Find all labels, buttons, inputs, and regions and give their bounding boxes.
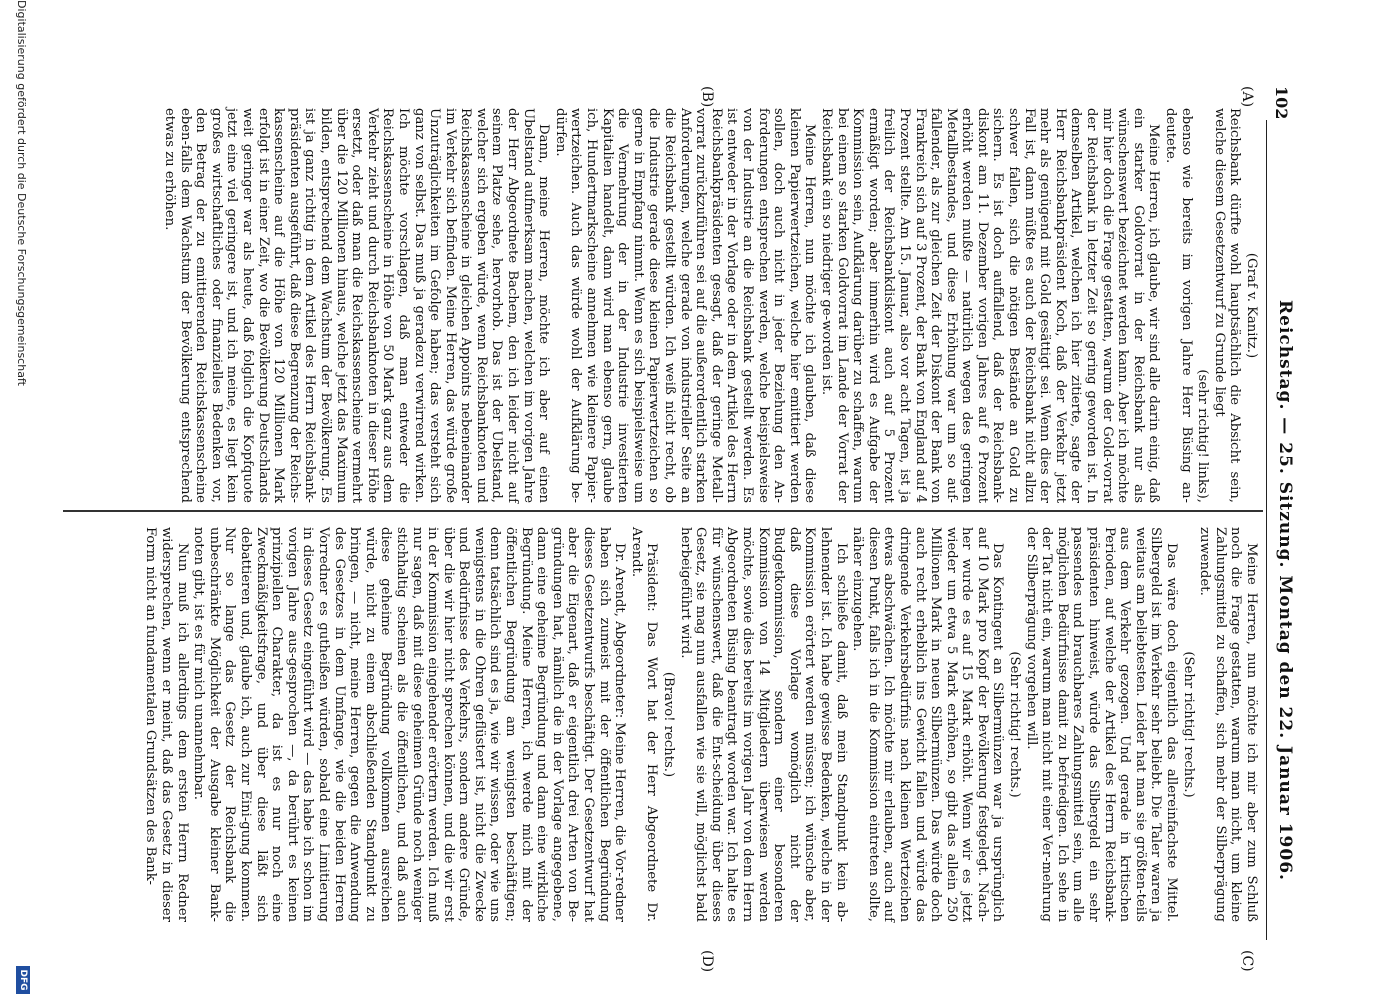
interjection: (Bravo! rechts.): [661, 671, 677, 778]
left-text-column: [160, 108, 1259, 503]
paragraph: Meine Herren, nun möchte ich glauben, daß diese kleinen Papierwertzeichen, welche hier emittiert werden sollen, doch auch nicht in jeder Beziehung den An-forderungen entsprechen werden, welche beispielsweise von der Industrie an die Reichsbank gestellt werden. Es ist entweder in der Vorlage oder in dem Artikel des Herrn Reichsbankpräsidenten gesagt, daß der geringe Metall-vorrat zurückzuführen sei auf die außerordentlich starken Anforderungen, welche gerade von industrieller Seite an die Reichsbank gestellt würden. Ich weiß nicht recht, ob die Industrie gerade diese kleinen Papierwertzeichen so gerne in Empfang nimmt. Wenn es sich beispielsweise um die Vermehrung der in der Industrie investierten Kapitalien handelt, dann wird man ebenso gern, glaube ich, Hundertmarkscheine annehmen wie kleinere Papier-wertzeichen. Auch das würde wohl der Aufklärung be-dürfen.: [552, 108, 818, 503]
paragraph: Das Kontingent an Silbermünzen war ja ursprünglich auf 10 Mark pro Kopf der Bevölkerung festgelegt. Nach-her wurde es auf 15 Mark erhöht. Wenn wir es jetzt wieder um etwa 5 Mark erhöhen, so gibt das allein 250 Millionen Mark in neuen Silbermünzen. Das würde doch auch recht erheblich ins Gewicht fallen und würde das dringende Verkehrsbedürfnis nach kleinen Wertzeichen etwas abschwächen. Ich möchte mir erlauben, auch auf diesen Punkt, falls ich in die Kommission eintreten sollte, näher einzugehen.: [850, 527, 1006, 922]
header-rule: [1266, 120, 1267, 940]
paragraph: Dann, meine Herren, möchte ich aber auf einen Ubelstand aufmerksam machen, welchen im vorigen Jahre der Herr Abgeordnete Bachem, den ich leider nicht auf seinem Platze sehe, hervorhob. Das ist der Ubelstand, welcher sich ergeben würde, wenn Reichsbanknoten und Reichskassenscheine in gleichen Appoints nebeneinander im Verkehr sich befinden. Meine Herren, das würde große Unzuträglichkeiten im Gefolge haben; das versteht sich ganz von selbst. Das muß ja geradezu verwirrend wirken. Ich möchte vorschlagen, daß man entweder die Reichskassenscheine in Höhe von 50 Mark ganz aus dem Verkehr zieht und durch Reichsbanknoten in dieser Höhe ersetzt, oder daß man die Reichskassenscheine vermehrt über die 120 Millionen hinaus, welche jetzt das Maximum bilden, entsprechend dem Wachstum der Bevölkerung. Es ist ja ganz richtig in dem Artikel des Herrn Reichsbank-präsidenten ausgeführt, daß diese Begrenzung der Reichs-kassenscheine auf die Höhe von 120 Millionen Mark erfolgt ist in einer Zeit, wo die Bevölkerung Deutschlands weit geringer war als heute, daß folglich die Kopfquote jetzt eine viel geringere ist, und ich meine, es liegt kein großes wirtschaftliches oder finanzielles Bedenken vor, den Betrag der zu emittierenden Reichskassenscheine eben-falls dem Wachstum der Bevölkerung entsprechend etwas zu erhöhen.: [162, 108, 552, 503]
margin-mark-d: (D): [699, 950, 715, 973]
interjection: (Sehr richtig! rechts.): [1180, 651, 1196, 798]
column-divider: [63, 510, 1263, 512]
paragraph: Reichsbank dürfte wohl hauptsächlich die Absicht sein, welche diesem Gesetzentwurf zu Grunde liegt: [1211, 108, 1243, 503]
paragraph: Nun muß ich allerdings dem ersten Herrn Redner widersprechen, wenn er meint, daß das Gesetz in dieser Form nicht an fundamentalen Grundsätzen des Bank-: [143, 527, 190, 922]
paragraph: Meine Herren, nun möchte ich mir aber zum Schluß noch die Frage gestatten, warum man nicht, um kleine Zahlungsmittel zu schaffen, sich mehr der Silberprägung zuwendet.: [1197, 527, 1259, 922]
margin-mark-b: (B): [699, 86, 715, 108]
paragraph: Ich schließe damit, daß mein Standpunkt kein ab-lehnender ist. Ich habe gewisse Bedenken, welche in der Kommission erörtert werden müssen; ich wünsche aber, daß diese Vorlage womöglich nicht der Budgetkommission, sondern einer besonderen Kommission von 14 Mitgliedern überwiesen werden möchte, sowie dies bereits im vorigen Jahr von dem Herrn Abgeordneten Büsing beantragt worden war. Ich halte es für wünschenswert, daß die Ent-scheidung über dieses Gesetz, sie mag nun ausfallen wie sie will, möglichst bald herbeigeführt wird.: [677, 527, 849, 922]
right-text-column: [142, 527, 1259, 922]
digitization-footer: Digitalisierung gefördert durch die Deutsche Forschungsgemeinschaft: [15, 0, 28, 386]
paragraph: Präsident: Das Wort hat der Herr Abgeordnete Dr. Arendt.: [628, 527, 660, 922]
interjection: (sehr richtig! links),: [1195, 369, 1211, 503]
page-number: 102: [1272, 86, 1291, 120]
running-header: Reichstag. — 25. Sitzung. Montag den 22. Januar 1906.: [1275, 300, 1295, 881]
interjection: (Sehr richtig! rechts.): [1007, 651, 1023, 798]
speaker-tag: (Graf v. Kanitz.): [1244, 252, 1259, 359]
margin-mark-a: (A): [1239, 86, 1255, 108]
paragraph: Meine Herren, ich glaube, wir sind alle darin einig, daß ein starker Goldvorrat in der Reichsbank nur als wünschenswert bezeichnet werden kann. Aber ich möchte mir hier doch die Frage gestatten, warum der Gold-vorrat der Reichsbank in letzter Zeit so gering geworden ist. In demselben Artikel, welchen ich hier zitierte, sagte der Herr Reichsbankpräsident Koch, daß der Verkehr jetzt mehr als genügend mit Gold gesättigt sei. Wenn dies der Fall ist, dann müßte es auch der Reichsbank nicht allzu schwer fallen, sich die nötigen Bestände an Gold zu sichern. Es ist doch auffallend, daß der Reichsbank-diskont am 11. Dezember vorigen Jahres auf 6 Prozent erhöht werden mußte — natürlich wegen des geringen Metallbestandes, und diese Erhöhung war um so auf-fallender, als zur gleichen Zeit der Diskont der Bank von Frankreich sich auf 3 Prozent, der Bank von England auf 4 Prozent stellte. Am 15. Januar, also vor acht Tagen, ist ja freilich der Reichsbankdiskont auch auf 5 Prozent ermäßigt worden; aber immerhin wird es Aufgabe der Kommission sein, Aufklärung darüber zu schaffen, warum bei einem so starken Goldvorrat im Lande der Vorrat der Reichsbank ein so niedriger ge-worden ist.: [818, 108, 1162, 503]
paragraph: Das wäre doch eigentlich das allereinfachste Mittel. Silbergeld ist im Verkehr sehr beliebt. Die Taler waren ja weitaus am beliebtesten. Leider hat man sie größten-teils aus dem Verkehr gezogen. Und gerade in kritischen Perioden, auf welche der Artikel des Herrn Reichsbank-präsidenten hinweist, würde das Silbergeld ein sehr passendes und brauchbares Zahlungsmittel sein, um alle möglichen Bedürfnisse damit zu befriedigen. Ich sehe in der Tat nicht ein, warum man nicht mit einer Ver-mehrung der Silberprägung vorgehen will.: [1023, 527, 1180, 922]
paragraph: ebenso wie bereits im vorigen Jahre Herr Büsing an-deutete.: [1163, 108, 1194, 503]
paragraph: Dr. Arendt, Abgeordneter: Meine Herren, die Vor-redner haben sich zumeist mit der öffentlichen Begründung dieses Gesetzentwurfs beschäftigt. Der Gesetzentwurf hat aber die Eigenart, daß er eigentlich drei Arten von Be-gründungen hat, nämlich die in der Vorlage angegebene, dann eine geheime Begründung und dann eine wirkliche Begründung. Meine Herren, ich werde mich mit der öffentlichen Begründung am wenigsten beschäftigen; denn tatsächlich sind es ja, wie wir wissen, oder wie uns wenigstens in die Ohren geflüstert ist, nicht die Zwecke und Bedürfnisse des Verkehrs, sondern andere Gründe, über die wir hier nicht sprechen können, und die wir erst in der Kommission eingehender erörtern werden. Ich muß nur sagen, daß mit diese geheimen Gründe noch weniger stichhaltig scheinen als die öffentlichen, und daß auch diese geheime Begründung vollkommen ausreichen würde, nicht zu einem abschließenden Standpunkt zu bringen, — nicht, meine Herren, gegen die Anwendung des Gesetzes in dem Umfange, wie die beiden Herren Vorredner es gutheißen würden, sobald eine Limitierung in dieses Gesetz eingeführt wird — das habe ich schon im vorigen Jahre aus-gesprochen —, da berührt es keinen prinzipiellen Charakter, da ist es nur noch eine Zweckmäßigkeitsfrage, und über diese läßt sich debattieren und, glaube ich, auch zur Eini-gung kommen. Nur so lange das Gesetz der Reichsbank die unbeschränkte Möglichkeit der Ausgabe kleiner Bank-noten gibt, ist es für mich unannehmbar.: [191, 527, 628, 922]
dfg-logo: DFG: [16, 966, 30, 994]
margin-mark-c: (C): [1239, 950, 1255, 972]
